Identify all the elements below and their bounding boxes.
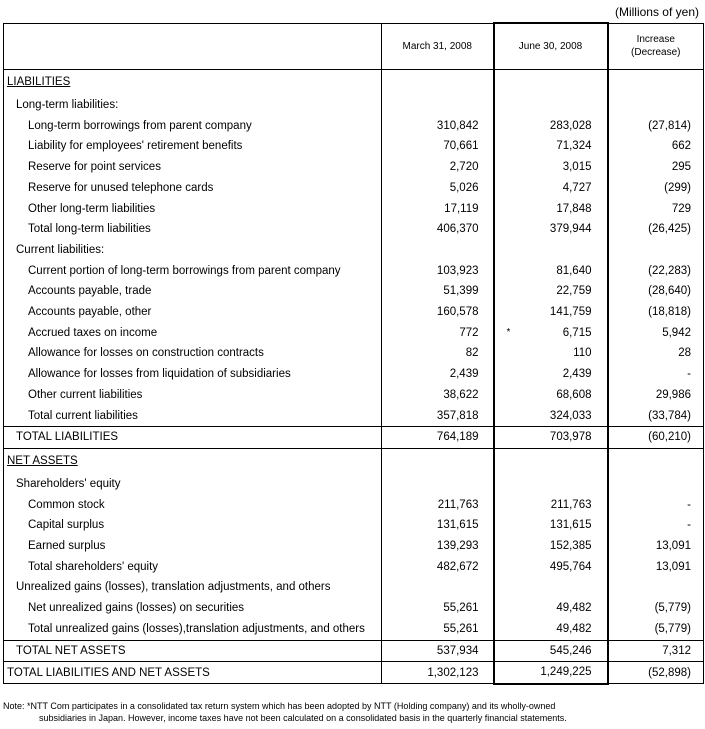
june-2008-cell	[494, 385, 608, 406]
row-label-text: Total unrealized gains (losses),translation adjustments, and others	[28, 622, 365, 635]
row-label	[4, 448, 382, 474]
increase-decrease-cell	[608, 343, 704, 364]
march-2008-cell-value: 2,720	[449, 161, 479, 174]
increase-decrease-cell-value: 29,986	[655, 388, 691, 401]
june-2008-cell	[494, 136, 608, 157]
total-row	[4, 640, 704, 662]
increase-decrease-cell-value: -	[687, 498, 691, 511]
march-2008-cell	[382, 157, 494, 178]
row-label	[4, 219, 382, 240]
row-label-text: Long-term borrowings from parent company	[28, 119, 252, 132]
increase-decrease-cell	[608, 577, 704, 598]
increase-decrease-cell	[608, 261, 704, 282]
june-2008-cell-value: 71,324	[556, 140, 592, 153]
table-row	[4, 199, 704, 220]
march-2008-cell	[382, 427, 494, 449]
row-label	[4, 557, 382, 578]
june-2008-cell	[494, 427, 608, 449]
row-label	[4, 343, 382, 364]
table-row	[4, 495, 704, 516]
increase-decrease-cell-value: (28,640)	[648, 285, 691, 298]
table-row	[4, 302, 704, 323]
june-2008-cell-value: 703,978	[549, 431, 592, 444]
row-label-text: Common stock	[28, 498, 105, 511]
increase-decrease-cell	[608, 199, 704, 220]
june-2008-cell	[494, 364, 608, 385]
june-2008-cell-value: 22,759	[556, 285, 592, 298]
row-label-text: Reserve for unused telephone cards	[28, 181, 214, 194]
row-label-text: Shareholders' equity	[16, 477, 121, 490]
increase-decrease-cell-value: (18,818)	[648, 306, 691, 319]
march-2008-cell-value: 310,842	[436, 119, 479, 132]
footnote-line-2: subsidiaries in Japan. However, income taxes have not been calculated on a consolidated basis in the quarterly financial statements.	[39, 713, 567, 723]
row-label-text: Current liabilities:	[16, 243, 105, 256]
june-2008-cell-value: 283,028	[549, 119, 592, 132]
increase-decrease-cell-value: 13,091	[655, 560, 691, 573]
march-2008-cell-value: 406,370	[436, 223, 479, 236]
march-2008-cell	[382, 406, 494, 427]
june-2008-cell-value: 152,385	[549, 540, 592, 553]
june-2008-cell-value: 17,848	[556, 202, 592, 215]
june-2008-cell	[494, 302, 608, 323]
row-label-text: Total long-term liabilities	[28, 223, 151, 236]
june-2008-cell	[494, 178, 608, 199]
header-june-2008: June 30, 2008	[494, 23, 608, 70]
increase-decrease-cell	[608, 95, 704, 116]
june-2008-cell-value: 131,615	[549, 519, 592, 532]
increase-decrease-cell-value: (27,814)	[648, 119, 691, 132]
table-row	[4, 619, 704, 640]
march-2008-cell	[382, 281, 494, 302]
row-label	[4, 95, 382, 116]
increase-decrease-cell	[608, 662, 704, 684]
march-2008-cell-value: 2,439	[449, 368, 479, 381]
row-label	[4, 323, 382, 344]
june-2008-cell	[494, 343, 608, 364]
june-2008-cell-value: 68,608	[556, 388, 592, 401]
june-2008-cell	[494, 406, 608, 427]
row-label-text: Net unrealized gains (losses) on securities	[28, 602, 245, 615]
june-2008-cell-value: 110	[573, 347, 592, 360]
june-2008-cell-value: 141,759	[549, 306, 592, 319]
march-2008-cell	[382, 178, 494, 199]
increase-decrease-cell	[608, 406, 704, 427]
march-2008-cell-value: 51,399	[443, 285, 479, 298]
march-2008-cell	[382, 302, 494, 323]
march-2008-cell-value: 764,189	[436, 431, 479, 444]
unit-label: (Millions of yen)	[614, 5, 699, 19]
increase-decrease-cell-value: 13,091	[655, 540, 691, 553]
row-label-text: Reserve for point services	[28, 161, 161, 174]
increase-decrease-cell-value: 295	[671, 161, 691, 174]
total-row	[4, 427, 704, 449]
june-2008-cell-value: 6,715	[562, 326, 592, 339]
june-2008-cell	[494, 557, 608, 578]
increase-decrease-cell-value: 729	[671, 202, 691, 215]
row-label-text: Capital surplus	[28, 519, 105, 532]
march-2008-cell-value: 139,293	[436, 540, 479, 553]
increase-decrease-cell	[608, 619, 704, 640]
row-label-text: Accounts payable, other	[28, 306, 152, 319]
row-label-text: Total current liabilities	[28, 409, 138, 422]
march-2008-cell	[382, 323, 494, 344]
march-2008-cell-value: 103,923	[436, 264, 479, 277]
march-2008-cell	[382, 261, 494, 282]
increase-decrease-cell-value: (52,898)	[648, 666, 691, 679]
row-label	[4, 178, 382, 199]
march-2008-cell-value: 5,026	[449, 181, 479, 194]
header-increase-label: Increase	[636, 34, 675, 46]
balance-sheet-table	[3, 22, 704, 685]
increase-decrease-cell-value: -	[687, 368, 691, 381]
increase-decrease-cell	[608, 427, 704, 449]
march-2008-cell	[382, 95, 494, 116]
march-2008-cell	[382, 640, 494, 662]
june-2008-cell-value: 2,439	[562, 368, 592, 381]
june-2008-cell	[494, 70, 608, 96]
increase-decrease-cell	[608, 474, 704, 495]
subheading-row	[4, 577, 704, 598]
row-label	[4, 577, 382, 598]
row-label-text: Allowance for losses on construction contracts	[28, 347, 264, 360]
row-label	[4, 619, 382, 640]
increase-decrease-cell	[608, 557, 704, 578]
increase-decrease-cell-value: -	[687, 519, 691, 532]
header-march-2008: March 31, 2008	[382, 23, 494, 70]
march-2008-cell-value: 17,119	[444, 202, 479, 215]
footnote	[3, 700, 703, 724]
june-2008-cell	[494, 281, 608, 302]
row-label-text: Liability for employees' retirement benefits	[28, 140, 243, 153]
march-2008-cell	[382, 577, 494, 598]
june-2008-cell	[494, 640, 608, 662]
june-2008-cell-value: 4,727	[562, 181, 592, 194]
row-label	[4, 70, 382, 96]
row-label	[4, 640, 382, 662]
increase-decrease-cell-value: (5,779)	[654, 622, 691, 635]
june-2008-cell-value: 379,944	[549, 223, 592, 236]
row-label-text: LIABILITIES	[7, 76, 71, 88]
increase-decrease-cell	[608, 495, 704, 516]
june-2008-cell-value: 1,249,225	[540, 666, 592, 679]
row-label-text: TOTAL NET ASSETS	[16, 644, 126, 657]
row-label-text: TOTAL LIABILITIES AND NET ASSETS	[7, 666, 210, 679]
table-body	[4, 70, 704, 684]
row-label	[4, 281, 382, 302]
march-2008-cell	[382, 536, 494, 557]
march-2008-cell-value: 38,622	[443, 388, 479, 401]
march-2008-cell	[382, 474, 494, 495]
june-2008-cell	[494, 116, 608, 137]
june-2008-cell-value: 211,763	[550, 498, 592, 511]
table-row	[4, 343, 704, 364]
march-2008-cell	[382, 240, 494, 261]
increase-decrease-cell	[608, 640, 704, 662]
row-label-text: Other current liabilities	[28, 388, 143, 401]
table-row	[4, 557, 704, 578]
increase-decrease-cell	[608, 178, 704, 199]
increase-decrease-cell	[608, 281, 704, 302]
june-2008-cell	[494, 261, 608, 282]
june-2008-cell-value: 3,015	[562, 161, 592, 174]
increase-decrease-cell-value: 5,942	[662, 326, 691, 339]
row-label	[4, 240, 382, 261]
increase-decrease-cell-value: 662	[671, 140, 691, 153]
june-2008-cell	[494, 577, 608, 598]
row-label	[4, 199, 382, 220]
row-label-text: NET ASSETS	[7, 454, 78, 467]
increase-decrease-cell	[608, 323, 704, 344]
increase-decrease-cell-value: (299)	[664, 181, 691, 194]
row-label	[4, 116, 382, 137]
row-label	[4, 495, 382, 516]
march-2008-cell-value: 160,578	[436, 306, 479, 319]
row-label	[4, 157, 382, 178]
row-label-text: Long-term liabilities:	[16, 99, 119, 111]
table-row	[4, 116, 704, 137]
increase-decrease-cell	[608, 219, 704, 240]
table-row	[4, 598, 704, 619]
row-label	[4, 536, 382, 557]
increase-decrease-cell	[608, 136, 704, 157]
june-2008-cell	[494, 323, 608, 344]
increase-decrease-cell-value: (60,210)	[648, 431, 691, 444]
june-2008-cell-value: 49,482	[556, 602, 592, 615]
row-label	[4, 364, 382, 385]
footnote-marker: *	[506, 326, 511, 338]
march-2008-cell	[382, 515, 494, 536]
row-label-text: Accrued taxes on income	[28, 326, 158, 339]
header-increase-decrease	[608, 23, 704, 70]
march-2008-cell-value: 55,261	[443, 602, 479, 615]
increase-decrease-cell	[608, 385, 704, 406]
row-label	[4, 302, 382, 323]
june-2008-cell	[494, 95, 608, 116]
june-2008-cell	[494, 199, 608, 220]
june-2008-cell	[494, 448, 608, 474]
june-2008-cell	[494, 515, 608, 536]
row-label-text: Total shareholders' equity	[28, 560, 159, 573]
section-row	[4, 448, 704, 474]
row-label	[4, 598, 382, 619]
june-2008-cell-value: 495,764	[549, 560, 592, 573]
march-2008-cell-value: 357,818	[436, 409, 479, 422]
june-2008-cell	[494, 219, 608, 240]
table-row	[4, 136, 704, 157]
increase-decrease-cell	[608, 116, 704, 137]
row-label	[4, 261, 382, 282]
march-2008-cell-value: 55,261	[443, 622, 479, 635]
table-row	[4, 385, 704, 406]
march-2008-cell	[382, 343, 494, 364]
row-label-text: Other long-term liabilities	[28, 202, 156, 215]
increase-decrease-cell	[608, 302, 704, 323]
march-2008-cell	[382, 598, 494, 619]
march-2008-cell-value: 131,615	[436, 519, 479, 532]
table-row	[4, 364, 704, 385]
increase-decrease-cell-value: (26,425)	[648, 223, 691, 236]
row-label	[4, 427, 382, 449]
subheading-row	[4, 474, 704, 495]
march-2008-cell-value: 70,661	[443, 140, 479, 153]
june-2008-cell	[494, 598, 608, 619]
increase-decrease-cell-value: (5,779)	[654, 602, 691, 615]
march-2008-cell-value: 537,934	[436, 644, 479, 657]
june-2008-cell	[494, 495, 608, 516]
march-2008-cell-value: 211,763	[437, 498, 479, 511]
march-2008-cell	[382, 136, 494, 157]
total-row	[4, 662, 704, 684]
table-row	[4, 536, 704, 557]
june-2008-cell	[494, 157, 608, 178]
row-label	[4, 385, 382, 406]
march-2008-cell	[382, 70, 494, 96]
june-2008-cell	[494, 662, 608, 684]
increase-decrease-cell-value: 28	[678, 347, 691, 360]
subheading-row	[4, 240, 704, 261]
increase-decrease-cell-value: 7,312	[662, 644, 691, 657]
march-2008-cell	[382, 619, 494, 640]
march-2008-cell	[382, 364, 494, 385]
march-2008-cell	[382, 448, 494, 474]
june-2008-cell-value: 49,482	[556, 622, 592, 635]
table-row	[4, 157, 704, 178]
increase-decrease-cell-value: (22,283)	[648, 264, 691, 277]
row-label-text: Current portion of long-term borrowings from parent company	[28, 264, 341, 277]
table-row	[4, 281, 704, 302]
table-header-row	[4, 23, 704, 70]
row-label	[4, 474, 382, 495]
table-row	[4, 515, 704, 536]
june-2008-cell-value: 545,246	[549, 644, 592, 657]
row-label-text: Accounts payable, trade	[28, 285, 152, 298]
increase-decrease-cell	[608, 240, 704, 261]
increase-decrease-cell	[608, 536, 704, 557]
header-decrease-label: (Decrease)	[631, 47, 681, 59]
table-row	[4, 261, 704, 282]
june-2008-cell	[494, 619, 608, 640]
table-row	[4, 178, 704, 199]
row-label-text: TOTAL LIABILITIES	[16, 431, 119, 444]
row-label	[4, 515, 382, 536]
section-row	[4, 70, 704, 96]
row-label	[4, 136, 382, 157]
june-2008-cell	[494, 240, 608, 261]
increase-decrease-cell-value: (33,784)	[648, 409, 691, 422]
march-2008-cell	[382, 199, 494, 220]
row-label	[4, 406, 382, 427]
subheading-row	[4, 95, 704, 116]
table-row	[4, 406, 704, 427]
footnote-line-1: Note: *NTT Com participates in a consolidated tax return system which has been adopted by NTT (Holding company) and its wholly-owned	[3, 701, 556, 711]
increase-decrease-cell	[608, 70, 704, 96]
increase-decrease-cell	[608, 598, 704, 619]
june-2008-cell	[494, 474, 608, 495]
table-row	[4, 219, 704, 240]
june-2008-cell-value: 81,640	[556, 264, 592, 277]
march-2008-cell	[382, 557, 494, 578]
march-2008-cell	[382, 662, 494, 684]
march-2008-cell-value: 1,302,123	[427, 666, 479, 679]
increase-decrease-cell	[608, 364, 704, 385]
increase-decrease-cell	[608, 448, 704, 474]
increase-decrease-cell	[608, 157, 704, 178]
march-2008-cell	[382, 219, 494, 240]
row-label-text: Unrealized gains (losses), translation adjustments, and others	[16, 581, 331, 594]
increase-decrease-cell	[608, 515, 704, 536]
row-label-text: Earned surplus	[28, 540, 106, 553]
row-label	[4, 662, 382, 684]
row-label-text: Allowance for losses from liquidation of subsidiaries	[28, 368, 291, 381]
header-label-cell	[4, 23, 382, 70]
june-2008-cell-value: 324,033	[549, 409, 592, 422]
march-2008-cell-value: 482,672	[436, 560, 479, 573]
march-2008-cell	[382, 495, 494, 516]
june-2008-cell	[494, 536, 608, 557]
march-2008-cell-value: 772	[459, 326, 479, 339]
march-2008-cell-value: 82	[465, 347, 479, 360]
march-2008-cell	[382, 116, 494, 137]
march-2008-cell	[382, 385, 494, 406]
table-row	[4, 323, 704, 344]
